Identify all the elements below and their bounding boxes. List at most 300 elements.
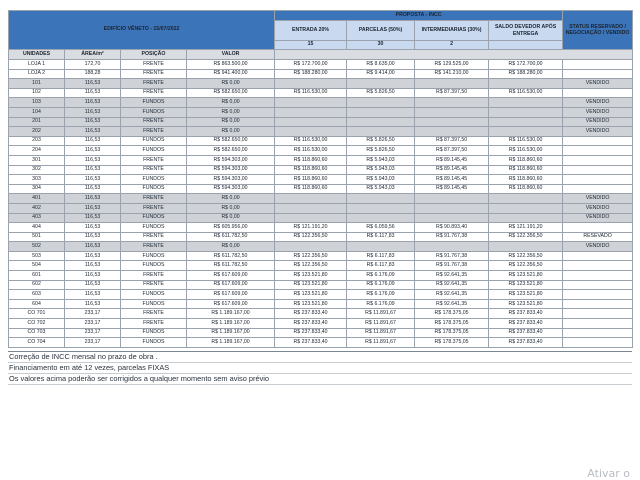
cell-posicao: FRENTE	[121, 117, 187, 127]
valor-header: VALOR	[187, 50, 275, 60]
cell-saldo	[489, 194, 563, 204]
cell-parcelas: R$ 8.635,00	[347, 60, 415, 70]
table-row	[9, 165, 633, 175]
cell-saldo: R$ 123.521,80	[489, 290, 563, 300]
cell-valor: R$ 594.303,00	[187, 155, 275, 165]
cell-valor: R$ 617.609,00	[187, 299, 275, 309]
cell-valor: R$ 0,00	[187, 117, 275, 127]
cell-status	[563, 309, 633, 319]
activation-watermark: Ativar o	[587, 467, 630, 480]
cell-parcelas: R$ 5.943,03	[347, 184, 415, 194]
cell-entrada	[275, 107, 347, 117]
cell-saldo: R$ 237.833,40	[489, 309, 563, 319]
cell-area: 116,53	[65, 136, 121, 146]
table-row	[9, 98, 633, 108]
cell-intermediarias: R$ 178.375,05	[415, 309, 489, 319]
cell-entrada: R$ 188.280,00	[275, 69, 347, 79]
cell-posicao: FRENTE	[121, 271, 187, 281]
cell-status	[563, 251, 633, 261]
intermediarias-count: 2	[415, 41, 489, 50]
cell-unidade: 304	[9, 184, 65, 194]
proposta-header: PROPOSTA - INCC	[275, 11, 563, 21]
cell-saldo: R$ 237.833,40	[489, 319, 563, 329]
cell-unidade: 303	[9, 175, 65, 185]
cell-parcelas: R$ 6.117,83	[347, 261, 415, 271]
cell-entrada	[275, 203, 347, 213]
cell-entrada: R$ 116.530,00	[275, 136, 347, 146]
cell-entrada: R$ 123.521,80	[275, 299, 347, 309]
cell-unidade: 502	[9, 242, 65, 252]
cell-parcelas	[347, 117, 415, 127]
cell-parcelas	[347, 79, 415, 89]
cell-unidade: 503	[9, 251, 65, 261]
cell-posicao: FRENTE	[121, 280, 187, 290]
cell-intermediarias: R$ 89.145,45	[415, 184, 489, 194]
cell-unidade: 602	[9, 280, 65, 290]
table-row	[9, 88, 633, 98]
cell-saldo: R$ 123.521,80	[489, 271, 563, 281]
cell-posicao: FRENTE	[121, 88, 187, 98]
cell-status	[563, 60, 633, 70]
cell-posicao: FUNDOS	[121, 338, 187, 348]
cell-parcelas: R$ 11.891,67	[347, 309, 415, 319]
price-table	[8, 10, 633, 348]
cell-status	[563, 136, 633, 146]
cell-valor: R$ 594.303,00	[187, 175, 275, 185]
cell-entrada: R$ 118.860,60	[275, 184, 347, 194]
cell-saldo: R$ 118.860,60	[489, 165, 563, 175]
table-row	[9, 223, 633, 233]
table-row	[9, 299, 633, 309]
cell-parcelas: R$ 5.943,03	[347, 165, 415, 175]
cell-parcelas: R$ 6.176,09	[347, 290, 415, 300]
cell-area: 116,53	[65, 290, 121, 300]
note-correcao: Os valores acima poderão ser corrigidos a qualquer momento sem aviso prévio	[8, 374, 632, 385]
cell-valor: R$ 863.500,00	[187, 60, 275, 70]
cell-intermediarias: R$ 178.375,05	[415, 319, 489, 329]
cell-valor: R$ 0,00	[187, 79, 275, 89]
cell-status: RESEVADO	[563, 232, 633, 242]
cell-intermediarias: R$ 178.375,05	[415, 338, 489, 348]
cell-parcelas	[347, 242, 415, 252]
cell-posicao: FUNDOS	[121, 136, 187, 146]
cell-entrada	[275, 98, 347, 108]
cell-status	[563, 146, 633, 156]
cell-area: 116,53	[65, 280, 121, 290]
price-table-sheet	[8, 10, 632, 385]
cell-saldo	[489, 203, 563, 213]
cell-saldo	[489, 107, 563, 117]
cell-area: 116,53	[65, 79, 121, 89]
cell-status: VENDIDO	[563, 107, 633, 117]
table-row	[9, 271, 633, 281]
cell-posicao: FRENTE	[121, 203, 187, 213]
cell-entrada: R$ 123.521,80	[275, 290, 347, 300]
status-header: STATUS RESERVADO / NEGOCIAÇÃO / VENDIDO	[563, 11, 633, 50]
table-row	[9, 290, 633, 300]
cell-valor: R$ 0,00	[187, 203, 275, 213]
cell-parcelas	[347, 127, 415, 137]
cell-status: VENDIDO	[563, 98, 633, 108]
cell-saldo: R$ 116.530,00	[489, 88, 563, 98]
cell-posicao: FUNDOS	[121, 290, 187, 300]
cell-posicao: FRENTE	[121, 69, 187, 79]
cell-intermediarias	[415, 79, 489, 89]
cell-status	[563, 69, 633, 79]
cell-posicao: FRENTE	[121, 309, 187, 319]
cell-posicao: FUNDOS	[121, 213, 187, 223]
cell-entrada: R$ 122.356,50	[275, 261, 347, 271]
cell-unidade: CO 701	[9, 309, 65, 319]
cell-parcelas	[347, 98, 415, 108]
cell-status	[563, 165, 633, 175]
cell-entrada: R$ 237.833,40	[275, 309, 347, 319]
cell-status: VENDIDO	[563, 79, 633, 89]
cell-area: 116,53	[65, 107, 121, 117]
cell-unidade: 604	[9, 299, 65, 309]
cell-unidade: 404	[9, 223, 65, 233]
cell-saldo: R$ 237.833,40	[489, 338, 563, 348]
cell-valor: R$ 582.650,00	[187, 146, 275, 156]
cell-valor: R$ 611.782,50	[187, 261, 275, 271]
area-header: ÁREA/m²	[65, 50, 121, 60]
cell-entrada: R$ 116.530,00	[275, 88, 347, 98]
cell-unidade: 102	[9, 88, 65, 98]
cell-unidade: 504	[9, 261, 65, 271]
cell-parcelas: R$ 5.943,03	[347, 155, 415, 165]
cell-saldo	[489, 242, 563, 252]
cell-entrada	[275, 127, 347, 137]
table-row	[9, 127, 633, 137]
cell-valor: R$ 1.189.167,00	[187, 319, 275, 329]
cell-area: 116,53	[65, 261, 121, 271]
cell-intermediarias: R$ 90.893,40	[415, 223, 489, 233]
cell-posicao: FUNDOS	[121, 261, 187, 271]
cell-intermediarias: R$ 92.641,35	[415, 290, 489, 300]
cell-area: 116,53	[65, 184, 121, 194]
cell-saldo: R$ 121.191,20	[489, 223, 563, 233]
cell-unidade: LOJA 1	[9, 60, 65, 70]
cell-valor: R$ 0,00	[187, 242, 275, 252]
cell-entrada	[275, 242, 347, 252]
cell-status	[563, 328, 633, 338]
cell-posicao: FUNDOS	[121, 299, 187, 309]
cell-status: VENDIDO	[563, 117, 633, 127]
cell-status: VENDIDO	[563, 127, 633, 137]
cell-area: 116,53	[65, 242, 121, 252]
cell-area: 233,17	[65, 338, 121, 348]
cell-intermediarias: R$ 178.375,05	[415, 328, 489, 338]
parcelas-count: 30	[347, 41, 415, 50]
cell-valor: R$ 1.189.167,00	[187, 328, 275, 338]
cell-posicao: FUNDOS	[121, 175, 187, 185]
table-row	[9, 107, 633, 117]
cell-status: VENDIDO	[563, 242, 633, 252]
cell-parcelas: R$ 5.943,03	[347, 175, 415, 185]
cell-status	[563, 280, 633, 290]
table-row	[9, 242, 633, 252]
cell-area: 116,53	[65, 251, 121, 261]
cell-area: 116,53	[65, 299, 121, 309]
cell-intermediarias	[415, 117, 489, 127]
cell-intermediarias	[415, 98, 489, 108]
intermediarias-header: INTERMEDIARIAS (30%)	[415, 21, 489, 41]
cell-valor: R$ 0,00	[187, 98, 275, 108]
cell-parcelas: R$ 6.176,09	[347, 271, 415, 281]
cell-posicao: FRENTE	[121, 155, 187, 165]
cell-saldo: R$ 118.860,60	[489, 155, 563, 165]
cell-valor: R$ 611.782,50	[187, 232, 275, 242]
cell-valor: R$ 0,00	[187, 213, 275, 223]
cell-intermediarias	[415, 203, 489, 213]
table-row	[9, 309, 633, 319]
cell-valor: R$ 594.303,00	[187, 184, 275, 194]
cell-entrada	[275, 79, 347, 89]
notes-block	[8, 351, 632, 385]
cell-parcelas: R$ 6.176,09	[347, 299, 415, 309]
table-row	[9, 280, 633, 290]
cell-parcelas: R$ 6.117,83	[347, 251, 415, 261]
table-row	[9, 338, 633, 348]
cell-area: 233,17	[65, 309, 121, 319]
cell-intermediarias	[415, 194, 489, 204]
cell-valor: R$ 1.189.167,00	[187, 309, 275, 319]
table-row	[9, 60, 633, 70]
cell-area: 116,53	[65, 223, 121, 233]
cell-unidade: 201	[9, 117, 65, 127]
cell-entrada: R$ 122.356,50	[275, 232, 347, 242]
cell-parcelas: R$ 5.826,50	[347, 146, 415, 156]
cell-entrada	[275, 117, 347, 127]
cell-entrada	[275, 194, 347, 204]
column-header-spacer	[275, 50, 633, 60]
cell-status	[563, 261, 633, 271]
cell-status	[563, 271, 633, 281]
cell-parcelas	[347, 107, 415, 117]
cell-valor: R$ 594.303,00	[187, 165, 275, 175]
cell-intermediarias: R$ 87.397,50	[415, 146, 489, 156]
cell-saldo: R$ 122.356,50	[489, 232, 563, 242]
cell-saldo: R$ 122.356,50	[489, 261, 563, 271]
table-row	[9, 261, 633, 271]
cell-unidade: 501	[9, 232, 65, 242]
cell-area: 172,70	[65, 60, 121, 70]
cell-status: VENDIDO	[563, 194, 633, 204]
cell-parcelas: R$ 6.117,83	[347, 232, 415, 242]
cell-valor: R$ 605.956,00	[187, 223, 275, 233]
cell-intermediarias: R$ 87.397,50	[415, 136, 489, 146]
cell-saldo	[489, 127, 563, 137]
cell-saldo: R$ 123.521,80	[489, 299, 563, 309]
cell-entrada: R$ 121.191,20	[275, 223, 347, 233]
cell-area: 116,53	[65, 203, 121, 213]
table-row	[9, 203, 633, 213]
cell-saldo	[489, 79, 563, 89]
cell-intermediarias: R$ 91.767,38	[415, 232, 489, 242]
cell-status: VENDIDO	[563, 213, 633, 223]
cell-valor: R$ 0,00	[187, 127, 275, 137]
table-row	[9, 328, 633, 338]
cell-area: 116,53	[65, 175, 121, 185]
cell-unidade: 101	[9, 79, 65, 89]
cell-valor: R$ 611.782,50	[187, 251, 275, 261]
cell-posicao: FRENTE	[121, 319, 187, 329]
cell-saldo	[489, 213, 563, 223]
cell-valor: R$ 617.609,00	[187, 280, 275, 290]
cell-status	[563, 290, 633, 300]
cell-valor: R$ 582.650,00	[187, 88, 275, 98]
cell-unidade: 301	[9, 155, 65, 165]
table-row	[9, 213, 633, 223]
cell-saldo: R$ 116.530,00	[489, 146, 563, 156]
cell-intermediarias: R$ 89.145,45	[415, 175, 489, 185]
cell-status	[563, 155, 633, 165]
cell-unidade: 403	[9, 213, 65, 223]
cell-intermediarias: R$ 89.145,45	[415, 155, 489, 165]
saldo-count-blank	[489, 41, 563, 50]
cell-valor: R$ 0,00	[187, 107, 275, 117]
cell-unidade: 603	[9, 290, 65, 300]
cell-posicao: FRENTE	[121, 232, 187, 242]
cell-unidade: 202	[9, 127, 65, 137]
cell-entrada: R$ 123.521,80	[275, 280, 347, 290]
cell-unidade: LOJA 2	[9, 69, 65, 79]
cell-valor: R$ 617.609,00	[187, 290, 275, 300]
cell-posicao: FRENTE	[121, 194, 187, 204]
cell-intermediarias: R$ 129.525,00	[415, 60, 489, 70]
cell-entrada: R$ 122.356,50	[275, 251, 347, 261]
cell-area: 116,53	[65, 88, 121, 98]
table-row	[9, 117, 633, 127]
cell-area: 116,53	[65, 155, 121, 165]
cell-parcelas	[347, 203, 415, 213]
cell-saldo	[489, 117, 563, 127]
cell-posicao: FUNDOS	[121, 184, 187, 194]
cell-entrada: R$ 116.530,00	[275, 146, 347, 156]
cell-valor: R$ 617.609,00	[187, 271, 275, 281]
parcelas-header: PARCELAS (50%)	[347, 21, 415, 41]
cell-area: 116,53	[65, 146, 121, 156]
cell-entrada: R$ 118.860,60	[275, 165, 347, 175]
table-row	[9, 319, 633, 329]
cell-saldo: R$ 116.530,00	[489, 136, 563, 146]
cell-status	[563, 319, 633, 329]
cell-entrada: R$ 237.833,40	[275, 338, 347, 348]
cell-entrada: R$ 237.833,40	[275, 319, 347, 329]
cell-unidade: 203	[9, 136, 65, 146]
cell-entrada	[275, 213, 347, 223]
cell-area: 188,28	[65, 69, 121, 79]
table-row	[9, 79, 633, 89]
cell-unidade: 401	[9, 194, 65, 204]
cell-area: 116,53	[65, 165, 121, 175]
cell-valor: R$ 941.400,00	[187, 69, 275, 79]
cell-unidade: CO 702	[9, 319, 65, 329]
cell-intermediarias: R$ 91.767,38	[415, 261, 489, 271]
unidades-header: UNIDADES	[9, 50, 65, 60]
cell-intermediarias	[415, 107, 489, 117]
cell-valor: R$ 1.189.167,00	[187, 338, 275, 348]
cell-posicao: FUNDOS	[121, 223, 187, 233]
cell-unidade: 302	[9, 165, 65, 175]
cell-area: 233,17	[65, 319, 121, 329]
table-row	[9, 232, 633, 242]
cell-unidade: 601	[9, 271, 65, 281]
cell-intermediarias	[415, 242, 489, 252]
cell-entrada: R$ 237.833,40	[275, 328, 347, 338]
cell-intermediarias	[415, 213, 489, 223]
cell-status	[563, 338, 633, 348]
cell-valor: R$ 582.650,00	[187, 136, 275, 146]
cell-area: 116,53	[65, 271, 121, 281]
cell-saldo: R$ 188.280,00	[489, 69, 563, 79]
cell-intermediarias: R$ 92.641,35	[415, 299, 489, 309]
cell-unidade: CO 704	[9, 338, 65, 348]
cell-posicao: FRENTE	[121, 60, 187, 70]
cell-entrada: R$ 172.700,00	[275, 60, 347, 70]
cell-parcelas: R$ 9.414,00	[347, 69, 415, 79]
table-row	[9, 136, 633, 146]
cell-saldo: R$ 118.860,60	[489, 184, 563, 194]
cell-intermediarias: R$ 92.641,35	[415, 271, 489, 281]
cell-saldo: R$ 118.860,60	[489, 175, 563, 185]
cell-posicao: FRENTE	[121, 79, 187, 89]
table-row	[9, 175, 633, 185]
cell-intermediarias: R$ 92.641,35	[415, 280, 489, 290]
cell-posicao: FRENTE	[121, 127, 187, 137]
cell-parcelas: R$ 5.826,50	[347, 136, 415, 146]
cell-area: 116,53	[65, 117, 121, 127]
cell-posicao: FUNDOS	[121, 98, 187, 108]
cell-entrada: R$ 118.860,60	[275, 155, 347, 165]
cell-unidade: 402	[9, 203, 65, 213]
cell-parcelas: R$ 11.891,67	[347, 328, 415, 338]
entrada-header: ENTRADA 20%	[275, 21, 347, 41]
cell-valor: R$ 0,00	[187, 194, 275, 204]
table-row	[9, 69, 633, 79]
cell-status	[563, 223, 633, 233]
posicao-header: POSIÇÃO	[121, 50, 187, 60]
cell-area: 116,53	[65, 127, 121, 137]
cell-intermediarias: R$ 91.767,38	[415, 251, 489, 261]
cell-area: 233,17	[65, 328, 121, 338]
cell-posicao: FUNDOS	[121, 328, 187, 338]
cell-parcelas	[347, 213, 415, 223]
cell-area: 116,53	[65, 232, 121, 242]
cell-posicao: FRENTE	[121, 242, 187, 252]
cell-entrada: R$ 118.860,60	[275, 175, 347, 185]
table-row	[9, 146, 633, 156]
cell-status	[563, 299, 633, 309]
note-incc: Correção de INCC mensal no prazo de obra .	[8, 352, 632, 363]
cell-unidade: 104	[9, 107, 65, 117]
entrada-count: 15	[275, 41, 347, 50]
table-row	[9, 251, 633, 261]
cell-intermediarias: R$ 87.397,50	[415, 88, 489, 98]
saldo-header: SALDO DEVEDOR APÓS ENTREGA	[489, 21, 563, 41]
cell-parcelas: R$ 5.826,50	[347, 88, 415, 98]
cell-area: 116,53	[65, 194, 121, 204]
cell-status	[563, 184, 633, 194]
cell-status: VENDIDO	[563, 203, 633, 213]
cell-parcelas: R$ 6.059,56	[347, 223, 415, 233]
cell-saldo: R$ 122.356,50	[489, 251, 563, 261]
note-financiamento: Financiamento em até 12 vezes, parcelas FIXAS	[8, 363, 632, 374]
cell-intermediarias	[415, 127, 489, 137]
cell-area: 116,53	[65, 213, 121, 223]
cell-posicao: FUNDOS	[121, 251, 187, 261]
cell-parcelas: R$ 11.891,67	[347, 319, 415, 329]
